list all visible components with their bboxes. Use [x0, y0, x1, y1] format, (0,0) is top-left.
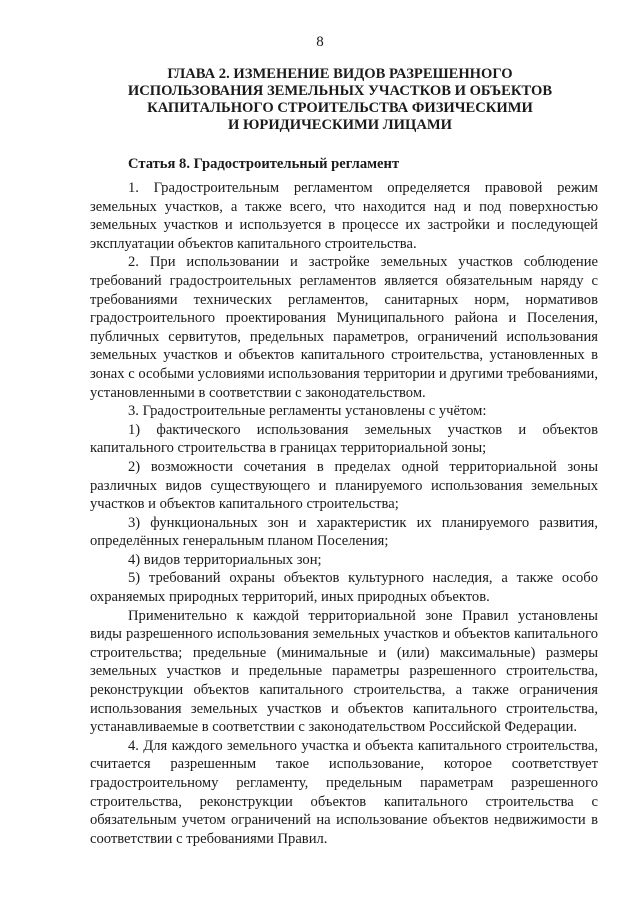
paragraph: 1) фактического использования земельных участков и объектов капитального строительства в границах территориальной зоны;	[90, 421, 598, 457]
paragraph: 3) функциональных зон и характеристик их планируемого развития, определённых генеральным планом Поселения;	[90, 514, 598, 550]
paragraph: 5) требований охраны объектов культурного наследия, а также особо охраняемых природных территорий, иных природных объектов.	[90, 570, 598, 606]
paragraph: 2. При использовании и застройке земельных участков соблюдение требований градостроительных регламентов является обязательным наряду с требованиями технических регламентов, санитарных норм, нормативов градостроительного проектирования Муниципального района и Поселения, публичных сервитутов, предельных параметров, ограничений использования земельных участков и объектов капитального строительства, установленных в зонах с особыми условиями использования территории и другими требованиями, установленными в соответствии с законодательством.	[90, 254, 598, 401]
paragraph: Применительно к каждой территориальной зоне Правил установлены виды разрешенного использования земельных участков и объектов капитального строительства; предельные (минимальные и (или) максимальные) размеры земельных участков и предельные параметры разрешенного строительства, реконструкции объектов капитального строительства, а также ограничения использования земельных участков и объектов капитального строительства, устанавливаемые в соответствии с законодательством Российской Федерации.	[90, 607, 598, 736]
page-number: 8	[316, 34, 324, 50]
paragraph: 4. Для каждого земельного участка и объекта капитального строительства, считается разрешенным такое использование, которое соответствует градостроительному регламенту, предельным параметрам разрешенного строительства, реконструкции объектов капитального строительства с обязательным учетом ограничений на использование объектов недвижимости в соответствии с требованиями Правил.	[90, 737, 598, 847]
chapter-title-line: ГЛАВА 2. ИЗМЕНЕНИЕ ВИДОВ РАЗРЕШЕННОГО	[167, 66, 513, 82]
chapter-title-line: И ЮРИДИЧЕСКИМИ ЛИЦАМИ	[227, 117, 453, 133]
paragraph: 4) видов территориальных зон;	[128, 551, 322, 568]
article-body	[90, 179, 598, 848]
paragraph: 3. Градостроительные регламенты установлены с учётом:	[128, 403, 487, 420]
paragraph: 2) возможности сочетания в пределах одной территориальной зоны различных видов существующего и планируемого использования земельных участков и объектов капитального строительства;	[90, 458, 598, 513]
paragraph: 1. Градостроительным регламентом определяется правовой режим земельных участков, а также всего, что находится над и под поверхностью земельных участков и используется в процессе их застройки и последующей эксплуатации объектов капитального строительства.	[90, 180, 598, 252]
article-title: Статья 8. Градостроительный регламент	[128, 156, 400, 172]
chapter-title-line: ИСПОЛЬЗОВАНИЯ ЗЕМЕЛЬНЫХ УЧАСТКОВ И ОБЪЕКТОВ	[127, 83, 553, 99]
chapter-title	[110, 66, 570, 134]
chapter-title-line: КАПИТАЛЬНОГО СТРОИТЕЛЬСТВА ФИЗИЧЕСКИМИ	[147, 100, 533, 116]
